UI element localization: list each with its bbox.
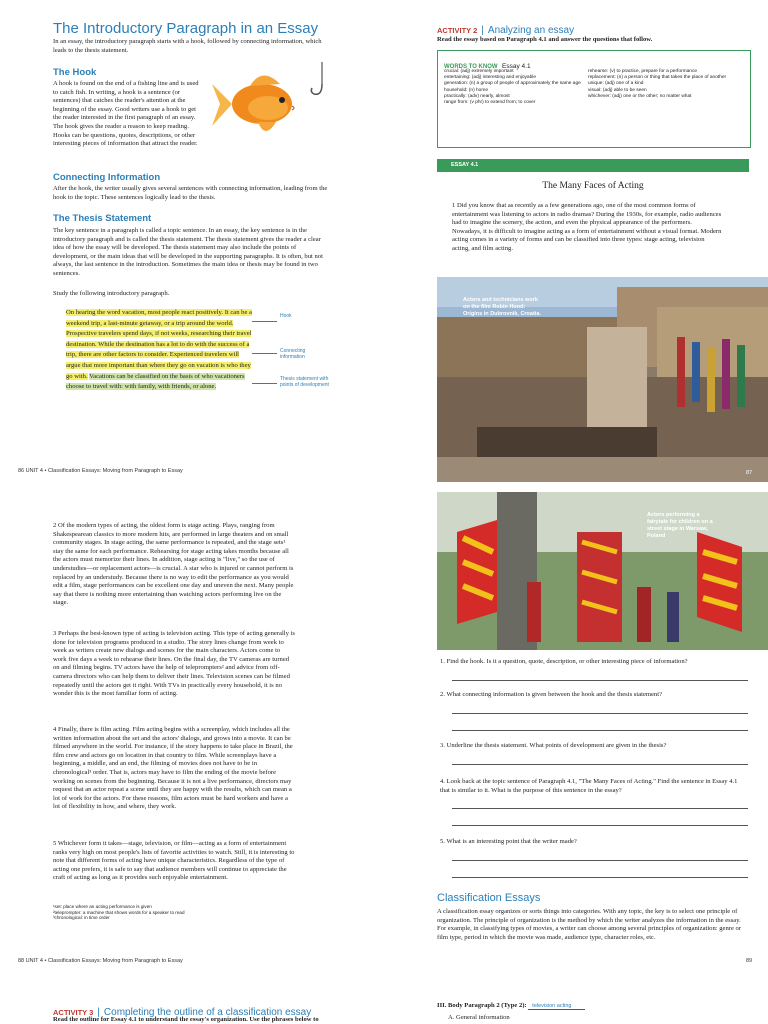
activity-title: Analyzing an essay [487, 25, 575, 36]
essay-paragraph-4: 4 Finally, there is film acting. Film acting begins with a screenplay, which includes all the written information about the set and the actors' dialogs, and grows into a movie. It can be filmed anywhere in the world. For instance, if the story happens to take place in Brazil, the film crew and actors go on location in that country to film. While screenplays have a beginning, a middle, and an end, the filming of movies does not have to be in chronological³ order. That is, actors may have to film the ending of the movie before working on scenes from the beginning. Because it is not a live performance, directors may request that an actor repeat a scene until they are happy with the results, which can mean a lot of work for the actors. For these reasons, film actors must be hard workers and have a lot of flexibility in how, and where, they work. [53, 726, 293, 811]
page-86 [0, 0, 430, 482]
thesis-note: Thesis statement with points of development [280, 376, 329, 388]
answer-line-4a[interactable] [452, 808, 748, 809]
classification-heading: Classification Essays [437, 892, 541, 904]
photo-caption: Actors performing a fairytale for children on a street stage in Warsaw, Poland [647, 512, 713, 539]
activity-sep: | [481, 25, 484, 36]
hook-heading: The Hook [53, 67, 97, 78]
thesis-text: The key sentence in a paragraph is called a topic sentence. In an essay, the key sentence is in the introductory paragraph and is called the thesis statement. The thesis statement gives the reader a clear idea of how the essay will be developed. The thesis statement may also include the points of development, or the main ideas that will be developed in the supporting paragraphs. It is often, but not always, the last sentence in the introduction. Sometimes the main idea or thesis may be found in two sentences. [53, 227, 323, 277]
wtk-word: rehearse: (v) to practice, prepare for a performance [588, 69, 698, 74]
wtk-word: unique: (adj) one of a kind [588, 81, 644, 87]
question-4: 4. Look back at the topic sentence of Paragraph 4.1, "The Many Faces of Acting." Find the sentence in Essay 4.1 that is similar to it. What is the purpose of this sentence in the essay? [440, 778, 738, 794]
thesis-heading: The Thesis Statement [53, 213, 152, 224]
essay-tag-label: ESSAY 4.1 [451, 162, 479, 168]
wtk-label: WORDS TO KNOW [444, 64, 498, 70]
wtk-word: whichever: (adj) one or the other; no matter what [588, 93, 692, 99]
answer-line-2a[interactable] [452, 713, 748, 714]
essay-paragraph-5: 5 Whichever form it takes—stage, television, or film—acting as a form of entertainment ranks very high on most people's lists of favorite activities to watch. Still, it is interesting to note that different forms of acting have unique characteristics. Regardless of the type of acting one prefers, it is safe to say that audience members will continue to appreciate the craft of acting as long as it provides such enjoyable entertainment. [53, 840, 295, 882]
activity-title: Completing the outline of a classification essay [103, 1007, 312, 1018]
answer-line-4b[interactable] [452, 825, 748, 826]
page-90-top [0, 996, 430, 1024]
study-text: Study the following introductory paragraph. [53, 290, 170, 297]
wtk-word: replacement: (n) a person or thing that takes the place of another [588, 75, 727, 81]
essay-tag [437, 159, 749, 172]
example-hook: On hearing the word vacation, most people react positively. It can be a weekend trip, a last-minute getaway, or a trip around the world. [66, 309, 252, 327]
page-87 [430, 0, 768, 482]
answer-line-3[interactable] [452, 764, 748, 765]
wtk-essay: Essay 4.1 [502, 63, 531, 70]
hook-note: Hook [280, 313, 292, 319]
wtk-left-list [444, 69, 584, 106]
essay-paragraph-3: 3 Perhaps the best-known type of acting is television acting. This type of acting generally is done for television programs produced in a studio. The story lines change from week to week as writers create new dialogs and scenes for the main characters. Actors come to work five days a week to rehearse their lines. On the final day, the TV cameras are turned on and filming begins. TV actors have the help of teleprompters² and advice from off-camera directors who can help them to deliver their lines. Television scenes can be filmed repeatedly until the actors get it right. With TVs in practically every household, it is no wonder this is the most familiar form of acting. [53, 630, 295, 698]
connecting-text: After the hook, the writer usually gives several sentences with connecting information, leading from the hook to the topic. These sentences logically lead to the thesis. [53, 185, 328, 201]
page-title: The Introductory Paragraph in an Essay [53, 20, 319, 37]
wtk-word: range from: (v phr) to extend from; to cover [444, 100, 536, 106]
essay-paragraph-2: 2 Of the modern types of acting, the oldest form is stage acting. Plays, ranging from Shakespearean classics to more modern hits, are performed in large theaters and on small community stages. In stage acting, the same performance is repeated, and the stage sets¹ stay the same for each performance. Rehearsing for stage acting takes months because all the actors must memorize their lines. In addition, stage acting is "live," so the use of understudies—or replacement actors—is crucial. A star who is injured or cannot perform is replaced by an understudy. Because there is no way to edit the performance as you would edit a film, stage performances can be excellent one day and uneven the next. Many people say that there is nothing more entertaining than watching actors performing live on the stage. [53, 522, 294, 607]
warsaw-photo [437, 492, 768, 650]
activity-label: ACTIVITY 3 [53, 1008, 94, 1017]
activity-label: ACTIVITY 2 [437, 26, 478, 35]
question-1: 1. Find the hook. Is it a question, quote, description, or other interesting piece of information? [440, 658, 688, 665]
question-5: 5. What is an interesting point that the writer made? [440, 838, 577, 845]
page-89 [430, 492, 768, 970]
outline-label: III. Body Paragraph 2 (Type 2): [437, 1002, 527, 1009]
wtk-word: practically: (adv) nearly, almost [444, 93, 510, 99]
connecting-note: Connecting information [280, 348, 306, 360]
intro-text: In an essay, the introductory paragraph starts with a hook, followed by connecting information, which leads to the thesis statement. [53, 38, 322, 54]
outline-sub: A. General information [448, 1014, 510, 1021]
footnotes [53, 904, 253, 921]
wtk-word: visual: (adj) able to be seen [588, 87, 647, 93]
wtk-word: household: (n) home [444, 87, 488, 93]
outline-line [437, 1002, 757, 1011]
question-2: 2. What connecting information is given between the hook and the thesis statement? [440, 691, 662, 698]
goldfish-image [210, 62, 340, 144]
footnote: ²teleprompter: a machine that shows words for a speaker to read [53, 909, 185, 915]
classification-text: A classification essay organizes or sorts things into categories. With any topic, the key is to select one principle of organization. The principle of organization is the method by which the writer analyzes the information in the essay. For example, in classifying types of movies, a writer can choose among several principles of organization: genre or film type, period in which the movie was made, audience type, character roles, etc. [437, 908, 742, 941]
hook-pointer [252, 321, 277, 322]
words-to-know-box [437, 50, 751, 148]
footnote: ¹set: place where an acting performance is given [53, 904, 152, 909]
question-3: 3. Underline the thesis statement. What points of development are given in the thesis? [440, 742, 667, 749]
thesis-pointer [252, 383, 277, 384]
answer-line-1[interactable] [452, 680, 748, 681]
example-connecting: Prospective travelers spend days, if not weeks, researching their travel destination. While the destination has a lot to do with the success of a trip, there are other factors to consider. Experienced travelers will argue that more important than where they go on vacation is who they go with. [66, 330, 252, 380]
footer: 88 UNIT 4 • Classification Essays: Moving from Paragraph to Essay [18, 958, 183, 964]
wtk-word: entertaining: (adj) interesting and enjoyable [444, 75, 537, 81]
page-number: 89 [746, 958, 753, 964]
answer-line-5b[interactable] [452, 877, 748, 878]
example-paragraph [66, 308, 252, 393]
essay-paragraph-1: 1 Did you know that as recently as a few generations ago, one of the most common forms of entertainment was listening to actors in radio dramas? During the 1930s, for example, radio audiences had to imagine the scenery, the action, and even the physical appearance of the performers. Nowadays, it is difficult to imagine acting as a form of entertainment without a visual format. Modern acting comes in a variety of forms and can be classified into three types: stage acting, television acting, and film acting. [452, 202, 722, 252]
activity-instructions: Read the essay based on Paragraph 4.1 and answer the questions that follow. [437, 36, 653, 43]
outline-answer[interactable]: television acting [528, 1003, 585, 1010]
answer-line-2b[interactable] [452, 730, 748, 731]
answer-line-5a[interactable] [452, 860, 748, 861]
essay-title: The Many Faces of Acting [542, 181, 644, 191]
page-88 [0, 492, 430, 970]
hook-text: A hook is found on the end of a fishing line and is used to catch fish. In writing, a hook is a sentence (or sentences) that catches the reader's attention at the beginning of the essay. Good writers use a hook to get the reader interested in the first paragraph of an essay. The hook gives the reader a reason to keep reading. Hooks can be questions, quotes, descriptions, or other interesting pieces of information that attract the reader. [53, 80, 199, 148]
wtk-right-list [588, 69, 744, 100]
page-number: 87 [746, 470, 753, 476]
footnote: ³chronological: in time order [53, 915, 110, 921]
activity-instructions: Read the outline for Essay 4.1 to understand the essay's organization. Use the phrases below to [53, 1016, 319, 1023]
activity-sep: | [97, 1007, 100, 1018]
photo-caption: Actors and technicians work on the film Robin Hood: Origins in Dubrovnik, Croatia. [463, 297, 541, 317]
connecting-heading: Connecting Information [53, 172, 161, 183]
footer: 86 UNIT 4 • Classification Essays: Moving from Paragraph to Essay [18, 468, 183, 474]
dubrovnik-photo [437, 277, 768, 482]
page-91-top [430, 996, 768, 1024]
example-thesis: Vacations can be classified on the basis of who vacationers choose to travel with: with family, with friends, or alone. [66, 372, 245, 391]
wtk-word: crucial: (adj) extremely important [444, 69, 514, 74]
connecting-pointer [252, 353, 277, 354]
wtk-word: generation: (n) a group of people of approximately the same age [444, 81, 581, 87]
